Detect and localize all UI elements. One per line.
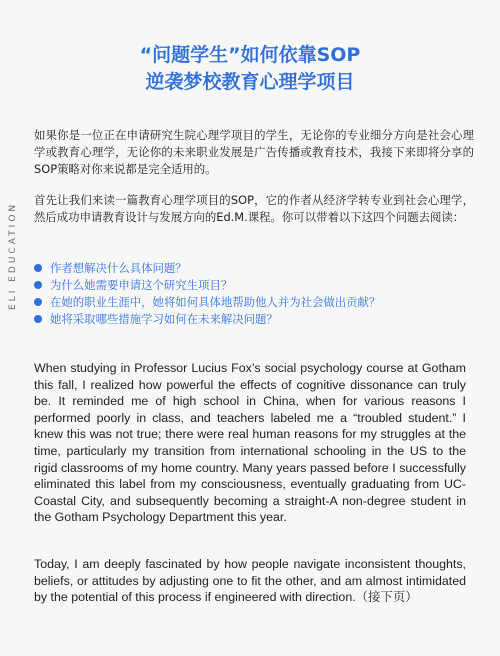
bullet-dot-icon xyxy=(34,281,42,289)
question-text: 在她的职业生涯中，她将如何具体地帮助他人并为社会做出贡献？ xyxy=(50,294,381,309)
question-text: 她将采取哪些措施学习如何在未来解决问题？ xyxy=(50,311,278,326)
page-title xyxy=(0,42,500,96)
question-item xyxy=(34,276,474,293)
question-item xyxy=(34,310,474,327)
intro-paragraph-1: 如果你是一位正在申请研究生院心理学项目的学生，无论你的专业细分方向是社会心理学或教育心理学，无论你的未来职业发展是广告传播或教育技术，我接下来即将分享的SOP策略对你来说都是完全适用的。 xyxy=(34,128,474,176)
essay-paragraph-2: Today, I am deeply fascinated by how people navigate inconsistent thoughts, beliefs, or attitudes by adjusting one to fit the other, and am almost intimidated by the potential of this process if engineered with direction.（接下页） xyxy=(34,557,466,605)
question-text: 作者想解决什么具体问题？ xyxy=(50,260,187,275)
bullet-dot-icon xyxy=(34,315,42,323)
question-item xyxy=(34,293,474,310)
bullet-dot-icon xyxy=(34,298,42,306)
question-list xyxy=(34,259,474,327)
essay-paragraph-1: When studying in Professor Lucius Fox’s social psychology course at Gotham this fall, I realized how powerful the effects of cognitive dissonance can truly be. It reminded me of high school in China, when for various reasons I performed poorly in class, and teachers labeled me a “troubled student.” I knew this was not true; there were real human reasons for my struggles at the time, particularly my transition from international schooling in the US to the rigid classrooms of my home country. Many years passed before I successfully eliminated this label from my consciousness, eventually graduating from UC-Coastal City, and subsequently becoming a straight-A non-degree student in the Gotham Psychology Department this year. xyxy=(34,361,466,525)
question-text: 为什么她需要申请这个研究生项目？ xyxy=(50,277,233,292)
title-line-2: 逆袭梦校教育心理学项目 xyxy=(145,71,355,93)
intro-paragraph-2: 首先让我们来读一篇教育心理学项目的SOP，它的作者从经济学转专业到社会心理学，然后成功申请教育设计与发展方向的Ed.M.课程。你可以带着以下这四个问题去阅读： xyxy=(34,193,474,224)
question-item xyxy=(34,259,474,276)
title-line-1: “问题学生”如何依靠SOP xyxy=(139,44,361,66)
side-brand-label: ELI EDUCATION xyxy=(8,201,18,310)
bullet-dot-icon xyxy=(34,264,42,272)
